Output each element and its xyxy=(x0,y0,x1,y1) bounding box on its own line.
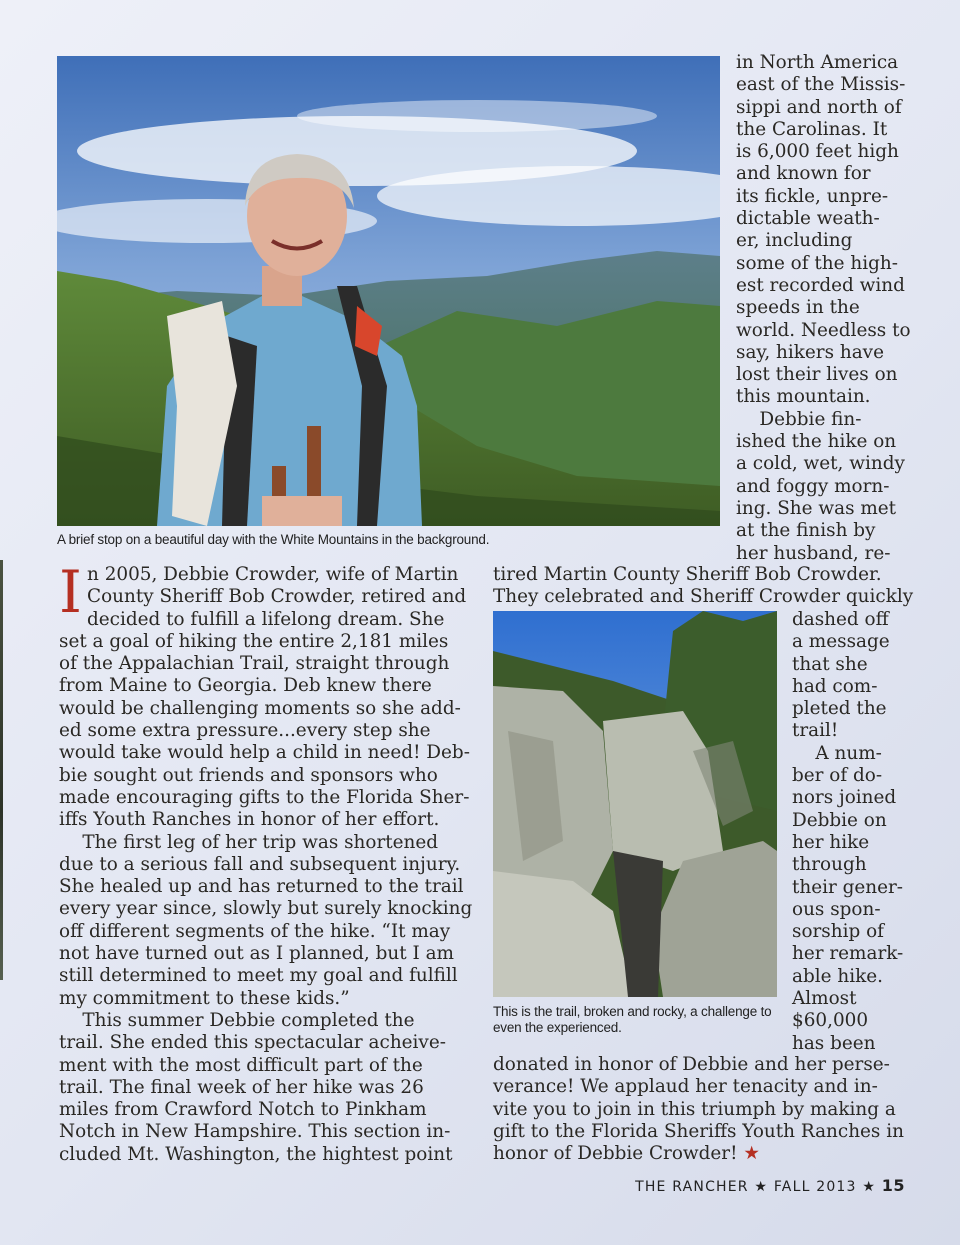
text-line: honor of Debbie Crowder! xyxy=(493,1143,738,1165)
hiker-photo-caption: A brief stop on a beautiful day with the White Mountains in the background. xyxy=(57,532,490,547)
hiker-photo xyxy=(57,56,720,526)
text-line: a cold, wet, windy xyxy=(736,453,905,475)
text-line: ment with the most difficult part of the xyxy=(59,1054,423,1076)
page-number: 15 xyxy=(881,1176,905,1195)
text-line: had com- xyxy=(792,675,878,697)
issue-label: FALL 2013 xyxy=(773,1179,857,1195)
text-line: donated in honor of Debbie and her perse- xyxy=(493,1054,890,1075)
text-line: in North America xyxy=(736,52,899,73)
text-line: is 6,000 feet high xyxy=(736,141,899,163)
text-line: and foggy morn- xyxy=(736,475,890,497)
text-line: of the Appalachian Trail, straight through xyxy=(59,653,450,675)
trail-photo xyxy=(493,611,777,997)
text-line: ing. She was met xyxy=(736,497,897,519)
text-line: gift to the Florida Sheriffs Youth Ranches in xyxy=(493,1120,904,1142)
text-line: east of the Missis- xyxy=(736,74,906,96)
text-line: set a goal of hiking the entire 2,181 miles xyxy=(59,630,449,652)
text-line: ous spon- xyxy=(792,898,881,920)
text-line: every year since, slowly but surely knocking xyxy=(59,898,473,920)
text-line: iffs Youth Ranches in honor of her effort. xyxy=(59,809,440,831)
text-line-last xyxy=(493,1143,904,1165)
end-mark-star-icon: ★ xyxy=(743,1143,760,1165)
text-line: bie sought out friends and sponsors who xyxy=(59,764,438,786)
text-line: decided to fulfill a lifelong dream. She xyxy=(87,608,445,630)
text-line: still determined to meet my goal and fulfill xyxy=(59,965,458,987)
trail-photo-caption: This is the trail, broken and rocky, a challenge to even the experienced. xyxy=(493,1004,772,1035)
text-line: Debbie on xyxy=(792,809,887,831)
text-line: would take would help a child in need! Deb- xyxy=(59,742,470,764)
right-column-narrow xyxy=(792,609,903,1055)
text-line: from Maine to Georgia. Deb knew there xyxy=(59,675,432,697)
text-line: er, including xyxy=(736,230,853,252)
footer-star-icon: ★ xyxy=(862,1179,877,1195)
text-line: through xyxy=(792,854,867,876)
text-line: dashed off xyxy=(792,609,889,630)
text-line: her hike xyxy=(792,831,870,853)
text-line: not have turned out as I planned, but I am xyxy=(59,943,454,965)
text-line: ished the hike on xyxy=(736,431,897,453)
text-line: trail! xyxy=(792,720,839,742)
text-line: their gener- xyxy=(792,876,904,898)
text-line: has been xyxy=(792,1032,876,1054)
right-column-wide xyxy=(493,564,913,609)
text-line: her husband, re- xyxy=(736,542,891,564)
text-line: that she xyxy=(792,653,868,675)
text-line: due to a serious fall and subsequent injury. xyxy=(59,853,461,875)
text-line: miles from Crawford Notch to Pinkham xyxy=(59,1099,427,1121)
publication-name: THE RANCHER xyxy=(635,1179,749,1195)
text-line: ber of do- xyxy=(792,765,883,787)
text-line: The first leg of her trip was shortened xyxy=(59,831,439,853)
text-line: my commitment to these kids.” xyxy=(59,987,350,1009)
text-line: County Sheriff Bob Crowder, retired and xyxy=(87,586,467,608)
page-footer xyxy=(635,1176,905,1195)
text-line: Debbie fin- xyxy=(736,408,862,430)
text-line: est recorded wind xyxy=(736,274,905,296)
text-line: They celebrated and Sheriff Crowder quickly xyxy=(493,586,914,608)
trail-photo-illustration xyxy=(493,611,777,997)
text-line: the Carolinas. It xyxy=(736,118,888,140)
text-line: ed some extra pressure...every step she xyxy=(59,720,431,742)
footer-star-icon: ★ xyxy=(754,1179,769,1195)
text-line: off different segments of the hike. “It may xyxy=(59,920,451,942)
left-column xyxy=(59,558,473,1166)
text-line: some of the high- xyxy=(736,252,898,274)
text-line: Notch in New Hampshire. This section in- xyxy=(59,1121,451,1143)
text-line: her remark- xyxy=(792,943,904,965)
left-edge-strip xyxy=(0,560,3,980)
text-line: cluded Mt. Washington, the hightest point xyxy=(59,1143,453,1165)
text-line: lost their lives on xyxy=(736,364,898,386)
text-line: and known for xyxy=(736,163,871,185)
text-line: vite you to join in this triumph by making a xyxy=(493,1098,896,1120)
text-line: at the finish by xyxy=(736,520,876,542)
text-line: nors joined xyxy=(792,787,897,809)
text-line: She healed up and has returned to the trail xyxy=(59,876,464,898)
text-line: sippi and north of xyxy=(736,96,902,118)
text-line: would be challenging moments so she add- xyxy=(59,697,461,719)
hiker-photo-illustration xyxy=(57,56,720,526)
text-line: trail. She ended this spectacular acheive- xyxy=(59,1032,446,1054)
text-line: dictable weath- xyxy=(736,208,880,230)
text-line: sorship of xyxy=(792,921,884,943)
text-line: say, hikers have xyxy=(736,341,884,363)
text-line: trail. The final week of her hike was 26 xyxy=(59,1076,424,1098)
text-line: A num- xyxy=(792,742,882,764)
text-line: n 2005, Debbie Crowder, wife of Martin xyxy=(87,564,459,585)
text-line: speeds in the xyxy=(736,297,860,319)
text-line: This summer Debbie completed the xyxy=(59,1009,415,1031)
text-line: $60,000 xyxy=(792,1010,869,1032)
text-line: tired Martin County Sheriff Bob Crowder. xyxy=(493,564,882,585)
text-line: pleted the xyxy=(792,698,887,720)
right-column-bottom xyxy=(493,1054,904,1165)
text-line: Almost xyxy=(792,988,857,1010)
text-line: a message xyxy=(792,631,890,653)
text-line: made encouraging gifts to the Florida Sher- xyxy=(59,786,470,808)
text-line: able hike. xyxy=(792,965,883,987)
drop-cap: I xyxy=(59,558,82,626)
text-line: its fickle, unpre- xyxy=(736,185,889,207)
text-line: verance! We applaud her tenacity and in- xyxy=(493,1076,878,1098)
text-line: this mountain. xyxy=(736,386,871,408)
right-column-top xyxy=(736,52,911,565)
text-line: world. Needless to xyxy=(736,319,911,341)
